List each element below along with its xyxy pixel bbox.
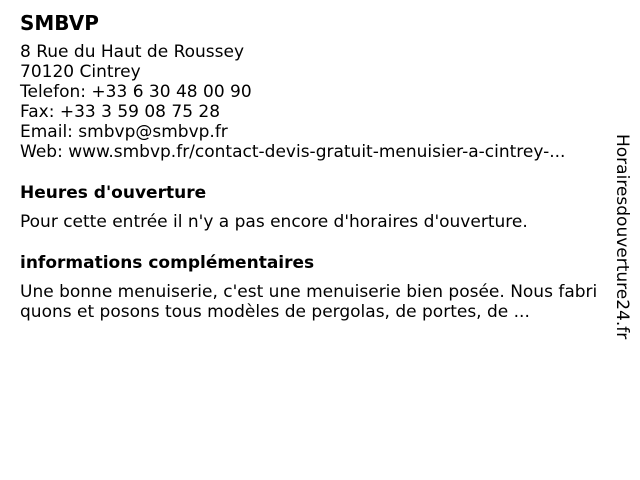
fax-number: Fax: +33 3 59 08 75 28: [20, 102, 221, 122]
additional-info-heading: informations complémentaires: [20, 253, 315, 273]
site-watermark: Horairesdouverture24.fr: [612, 134, 632, 340]
email-address: Email: smbvp@smbvp.fr: [20, 122, 228, 142]
opening-hours-text: Pour cette entrée il n'y a pas encore d'horaires d'ouverture.: [20, 212, 528, 232]
additional-info-text: Une bonne menuiserie, c'est une menuiserie bien posée. Nous fabriquons et posons tous modèles de pergolas, de portes, de ...: [20, 282, 598, 322]
business-name: SMBVP: [20, 11, 99, 35]
opening-hours-heading: Heures d'ouverture: [20, 183, 207, 203]
phone-number: Telefon: +33 6 30 48 00 90: [20, 82, 252, 102]
listing-content: [20, 10, 600, 322]
address-street: 8 Rue du Haut de Roussey: [20, 42, 245, 62]
address-city: 70120 Cintrey: [20, 62, 141, 82]
website-url: Web: www.smbvp.fr/contact-devis-gratuit-menuisier-a-cintrey-...: [20, 142, 566, 162]
